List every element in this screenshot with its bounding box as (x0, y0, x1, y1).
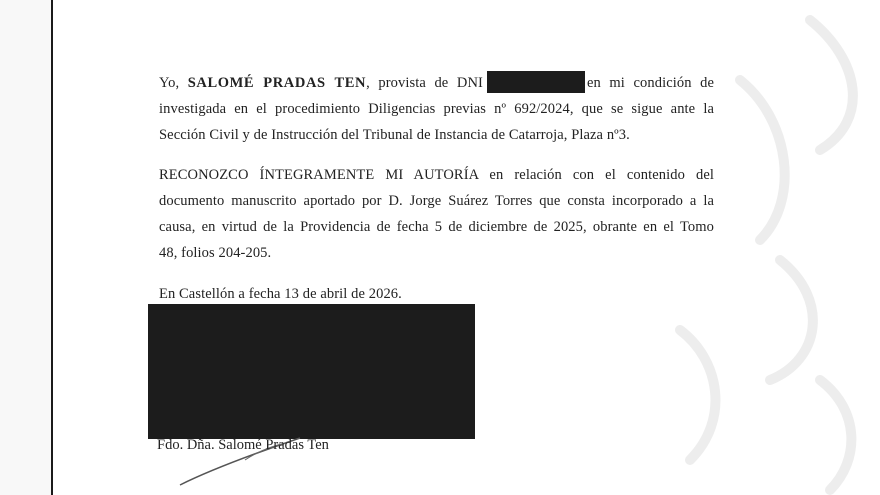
redacted-dni-box (487, 71, 585, 93)
paragraph2-line3: causa, en virtud de la Providencia de fecha 5 de diciembre de 2025, obrante en el Tomo (159, 219, 714, 235)
place-date: En Castellón a fecha 13 de abril de 2026. (159, 286, 402, 302)
paragraph1-line1: Yo, SALOMÉ PRADAS TEN, provista de DNI en mi condición de (159, 70, 714, 96)
paragraph2-line1: RECONOZCO ÍNTEGRAMENTE MI AUTORÍA en relación con el contenido del (159, 167, 714, 183)
paragraph1-line2: investigada en el procedimiento Diligencias previas nº 692/2024, que se sigue ante la (159, 101, 714, 117)
left-margin (0, 0, 52, 495)
paragraph-acknowledgement (159, 162, 714, 266)
paragraph-declaration (159, 70, 714, 148)
paragraph2-line2: documento manuscrito aportado por D. Jorge Suárez Torres que consta incorporado a la (159, 193, 714, 209)
signature-caption: Fdo. Dña. Salomé Pradas Ten (157, 437, 329, 453)
paragraph1-line3: Sección Civil y de Instrucción del Tribunal de Instancia de Catarroja, Plaza nº3. (159, 127, 630, 143)
redacted-signature-box (148, 304, 475, 439)
declarant-name: SALOMÉ PRADAS TEN (187, 75, 367, 91)
paragraph2-line4: 48, folios 204-205. (159, 245, 272, 261)
